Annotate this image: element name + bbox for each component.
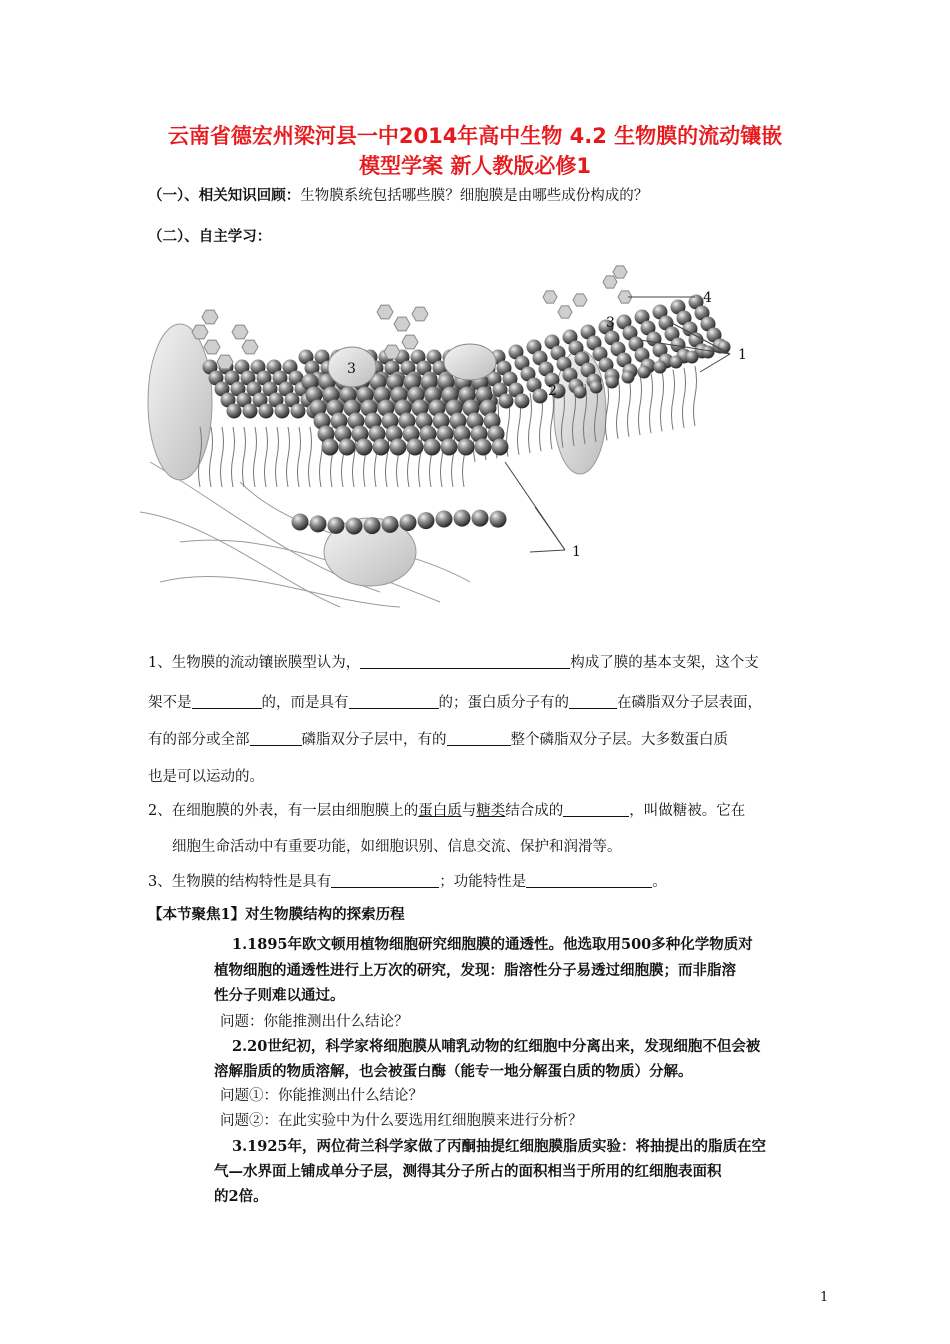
sugar-chain-hexagon	[412, 307, 428, 321]
q1-blank-3[interactable]	[349, 693, 439, 709]
figure-label-1-right: 1	[738, 347, 747, 363]
q2-text-and: 与	[461, 803, 477, 819]
focus-label: 【本节聚焦1】	[148, 906, 246, 923]
phospholipid-head-outer	[275, 404, 290, 419]
phospholipid-head-front	[322, 439, 339, 456]
document-title-line2: 模型学案 新人教版必修1	[359, 154, 591, 178]
lipid-tail	[309, 427, 312, 487]
item3-line1: 3.1925年，两位荷兰科学家做了丙酮抽提红细胞膜脂质实验：将抽提出的脂质在空	[232, 1138, 766, 1155]
q2-text-b: 结合成的	[505, 803, 564, 819]
sugar-chain-hexagon	[377, 305, 393, 319]
focus-heading	[148, 904, 405, 926]
q1-text-h: 磷脂双分子层中，有的	[301, 732, 447, 748]
q1-blank-4[interactable]	[569, 693, 617, 709]
sugar-chain-hexagon	[232, 325, 248, 339]
lipid-tail	[628, 377, 631, 437]
phospholipid-head-inner-right	[654, 361, 667, 374]
phospholipid-head-front	[390, 439, 407, 456]
review-section	[148, 185, 648, 207]
lipid-tail	[298, 427, 301, 487]
phospholipid-head-front	[424, 439, 441, 456]
item3-line2: 气—水界面上铺成单分子层，测得其分子所占的面积相当于所用的红细胞表面积	[214, 1163, 722, 1180]
q2-text-a: 2、在细胞膜的外表，有一层由细胞膜上的	[148, 803, 419, 819]
phospholipid-head-inner-right	[718, 341, 731, 354]
focus-text: 对生物膜结构的探索历程	[245, 906, 405, 923]
q1-blank-1[interactable]	[360, 653, 570, 669]
q2-blank-1[interactable]	[563, 801, 629, 817]
item1-line3: 性分子则难以通过。	[214, 987, 345, 1004]
phospholipid-head-inner	[418, 512, 435, 529]
page-number: 1	[820, 1290, 829, 1305]
lipid-tail	[243, 427, 246, 487]
phospholipid-head-inner	[382, 516, 399, 533]
q3-text-a: 3、生物膜的结构特性是具有	[148, 874, 332, 890]
phospholipid-head-outer	[243, 404, 258, 419]
item2-question1: 问题①：你能推测出什么结论？	[220, 1088, 423, 1104]
lipid-tail	[683, 368, 686, 428]
item2-line2: 溶解脂质的物质溶解，也会被蛋白酶（能专一地分解蛋白质的物质）分解。	[214, 1063, 693, 1080]
phospholipid-head-inner	[292, 514, 309, 531]
phospholipid-head-outer	[499, 394, 514, 409]
lipid-tail	[661, 371, 664, 431]
self-study-label: （二）、自主学习：	[148, 228, 272, 245]
q1-blank-6[interactable]	[447, 730, 511, 746]
q3-blank-2[interactable]	[526, 872, 652, 888]
sugar-chain-hexagon	[384, 345, 400, 359]
phospholipid-head-inner-right	[622, 371, 635, 384]
sugar-chain-hexagon	[217, 355, 233, 369]
lipid-tail	[232, 427, 235, 487]
sugar-chain-hexagon	[558, 306, 572, 318]
q1-blank-2[interactable]	[192, 693, 262, 709]
phospholipid-head-inner	[490, 511, 507, 528]
figure-label-3-top: 3	[606, 315, 615, 331]
q1-text-g: 有的部分或全部	[148, 732, 250, 748]
lipid-tail	[276, 427, 279, 487]
phospholipid-head-front	[441, 439, 458, 456]
lipid-tail	[617, 379, 620, 439]
q1-text-i: 整个磷脂双分子层。大多数蛋白质	[510, 732, 728, 748]
phospholipid-head-front	[356, 439, 373, 456]
q3-blank-1[interactable]	[331, 872, 439, 888]
lipid-tail	[254, 427, 257, 487]
q1-text-b: 构成了膜的基本支架，这个支	[570, 655, 759, 671]
q1-blank-5[interactable]	[250, 730, 302, 746]
membrane-artwork	[140, 266, 731, 607]
lipid-tail	[694, 366, 697, 426]
fluid-mosaic-membrane-diagram	[140, 262, 780, 612]
phospholipid-head-outer	[291, 404, 306, 419]
sugar-chain-hexagon	[603, 276, 617, 288]
phospholipid-head-outer	[259, 404, 274, 419]
lipid-tail	[650, 373, 653, 433]
sugar-chain-hexagon	[242, 340, 258, 354]
phospholipid-head-inner	[364, 517, 381, 534]
item1-question: 问题：你能推测出什么结论？	[220, 1014, 409, 1030]
phospholipid-head-outer	[533, 389, 548, 404]
phospholipid-head-inner-right	[670, 356, 683, 369]
q3-text-c: 。	[652, 874, 667, 890]
q2-protein-underlined: 蛋白质	[418, 803, 462, 819]
phospholipid-head-inner	[328, 517, 345, 534]
q1-text-d: 的，而是具有	[261, 695, 349, 711]
sugar-chain-hexagon	[573, 294, 587, 306]
q1-line2	[148, 692, 762, 714]
q2-sugar-underlined: 糖类	[476, 803, 506, 819]
lipid-tail	[287, 427, 290, 487]
phospholipid-head-front	[373, 439, 390, 456]
item2-question2: 问题②：在此实验中为什么要选用红细胞膜来进行分析？	[220, 1113, 583, 1129]
q1-text-e: 的；蛋白质分子有的	[438, 695, 569, 711]
sugar-chain-hexagon	[543, 291, 557, 303]
q1-line1	[148, 652, 759, 674]
item1-line2: 植物细胞的通透性进行上万次的研究，发现：脂溶性分子易透过细胞膜；而非脂溶	[214, 962, 736, 979]
sugar-chain-hexagon	[202, 310, 218, 324]
figure-label-4: 4	[703, 290, 712, 306]
phospholipid-head-outer	[515, 394, 530, 409]
q2-line1	[148, 800, 745, 822]
phospholipid-head-inner-right	[606, 376, 619, 389]
sugar-chain-hexagon	[204, 340, 220, 354]
sugar-chain-hexagon	[192, 325, 208, 339]
lipid-tail	[639, 375, 642, 435]
phospholipid-head-inner	[400, 514, 417, 531]
figure-label-1-bottom: 1	[572, 544, 581, 560]
q1-line4: 也是可以运动的。	[148, 769, 264, 785]
review-question: 生物膜系统包括哪些膜？细胞膜是由哪些成份构成的？	[300, 188, 649, 204]
sugar-chain-hexagon	[394, 317, 410, 331]
phospholipid-head-inner	[454, 510, 471, 527]
phospholipid-head-inner-right	[574, 386, 587, 399]
phospholipid-head-inner-right	[686, 351, 699, 364]
lipid-tail	[221, 427, 224, 487]
phospholipid-head-inner	[472, 510, 489, 527]
phospholipid-head-inner	[436, 510, 453, 527]
phospholipid-head-inner-right	[638, 366, 651, 379]
q2-text-c: ，叫做糖被。它在	[629, 803, 746, 819]
q1-text-c: 架不是	[148, 695, 192, 711]
phospholipid-head-front	[492, 439, 509, 456]
review-label: （一）、相关知识回顾：	[148, 187, 301, 204]
q2-line2: 细胞生命活动中有重要功能，如细胞识别、信息交流、保护和润滑等。	[172, 839, 622, 855]
q3-line	[148, 871, 667, 893]
q1-text-f: 在磷脂双分子层表面，	[617, 695, 762, 711]
phospholipid-head-front	[458, 439, 475, 456]
phospholipid-head-front	[475, 439, 492, 456]
document-title-line1: 云南省德宏州梁河县一中2014年高中生物 4.2 生物膜的流动镶嵌	[167, 124, 783, 148]
item2-line1: 2.20世纪初，科学家将细胞膜从哺乳动物的红细胞中分离出来，发现细胞不但会被	[232, 1038, 761, 1055]
lipid-tail	[210, 427, 213, 487]
q3-text-b: ；功能特性是	[439, 874, 527, 890]
phospholipid-head-inner-right	[590, 381, 603, 394]
phospholipid-head-front	[407, 439, 424, 456]
phospholipid-head-inner	[346, 517, 363, 534]
phospholipid-head-front	[339, 439, 356, 456]
lipid-tail	[672, 370, 675, 430]
membrane-figure	[140, 262, 780, 612]
sugar-chain-hexagon	[613, 266, 627, 278]
integral-protein-top	[444, 344, 496, 380]
figure-label-2-protein: 2	[548, 383, 557, 399]
channel-protein-left	[148, 324, 212, 480]
item3-line3: 的2倍。	[214, 1188, 268, 1205]
phospholipid-head-inner-right	[702, 346, 715, 359]
lipid-tail	[265, 427, 268, 487]
q1-line3	[148, 729, 728, 751]
phospholipid-head-outer	[227, 404, 242, 419]
figure-label-3-protein: 3	[347, 361, 356, 377]
q1-text-a: 1、生物膜的流动镶嵌膜型认为，	[148, 655, 361, 671]
phospholipid-head-inner	[310, 515, 327, 532]
sugar-chain-hexagon	[402, 335, 418, 349]
item1-line1: 1.1895年欧文顿用植物细胞研究细胞膜的通透性。他选取用500多种化学物质对	[232, 936, 753, 953]
